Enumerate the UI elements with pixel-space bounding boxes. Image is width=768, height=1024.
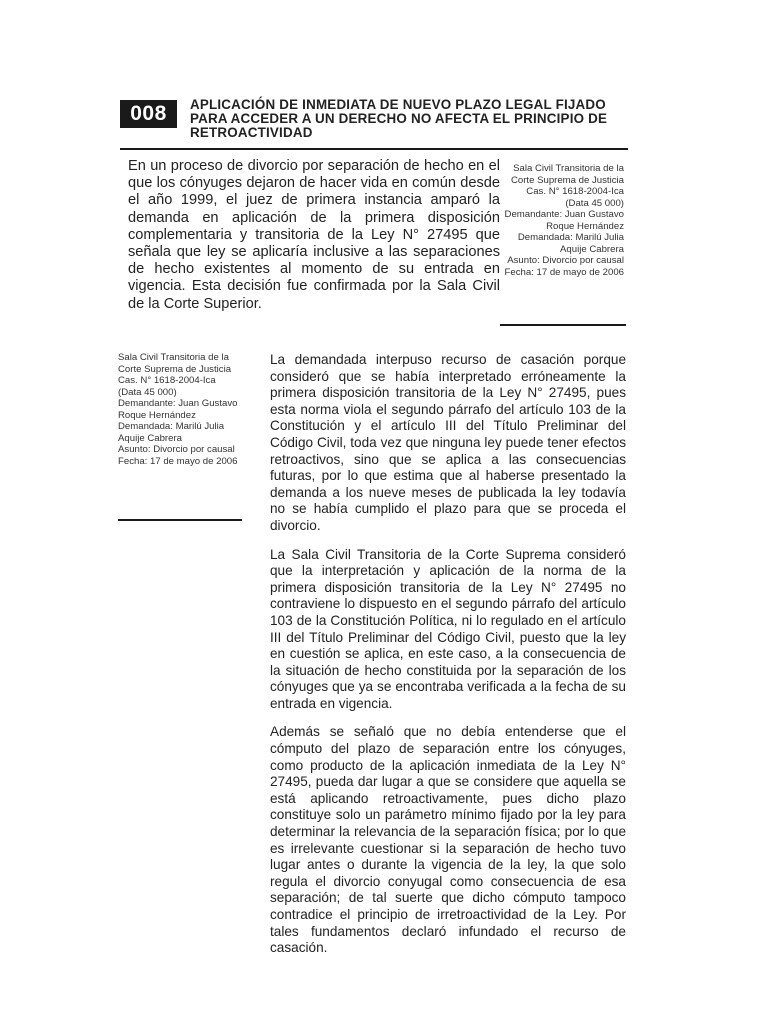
meta-court: Sala Civil Transitoria de la Corte Suprema de Justicia (510, 163, 624, 186)
meta-subject: Asunto: Divorcio por causal (118, 444, 235, 455)
meta-subject: Asunto: Divorcio por causal (507, 255, 624, 266)
case-number-badge: 008 (120, 100, 177, 128)
body-paragraph: Además se señaló que no debía entenderse que el cómputo del plazo de separación entre los cónyuges, como producto de la aplicación inmediata de la Ley N° 27495, pueda dar lugar a que se considere que aquella se está aplicando retroactivamente, pues dicho plazo constituye solo un parámetro mínimo fijado por la ley para determinar la relevancia de la separación física; por lo que es irrelevante cuestionar si la separación de hecho tuvo lugar antes o durante la vigencia de la ley, la que solo regula el divorcio conyugal como consecuencia de esa separación; de tal suerte que dicho cómputo tampoco contradice el principio de irretroactividad de la Ley. Por tales fundamentos declaró infundado el recurso de casación. (270, 724, 626, 956)
lead-paragraph: En un proceso de divorcio por separación de hecho en el que los cónyuges dejaron de hacer vida en común desde el año 1999, el juez de primera instancia amparó la demanda en aplicación de la primera disposición complementaria y transitoria de la Ley N° 27495 que señala que ley se aplicaría inclusive a las separaciones de hecho existentes al momento de su entrada en vigencia. Esta decisión fue confirmada por la Sala Civil de la Corte Superior. (128, 158, 500, 312)
case-body (270, 352, 626, 969)
lead-summary (128, 158, 500, 313)
sidebar-top-divider (500, 324, 626, 326)
meta-case-number: Cas. N° 1618-2004-Ica (526, 186, 624, 197)
case-meta-sidebar-left (118, 352, 240, 467)
meta-court: Sala Civil Transitoria de la Corte Suprema de Justicia (118, 352, 232, 375)
body-paragraph: La demandada interpuso recurso de casación porque consideró que se había interpretado erróneamente la primera disposición transitoria de la Ley N° 27495, pues esta norma viola el segundo párrafo del artículo 103 de la Constitución y el artículo III del Título Preliminar del Código Civil, toda vez que ninguna ley puede tener efectos retroactivos, sino que se aplica a las consecuencias futuras, por lo que estima que al haberse presentado la demanda a los nueve meses de publicada la ley todavía no se había cumplido el plazo para que se proceda el divorcio. (270, 352, 626, 533)
meta-plaintiff: Demandante: Juan Gustavo Roque Hernández (118, 398, 238, 421)
sidebar-left-divider (118, 519, 242, 521)
body-paragraph: La Sala Civil Transitoria de la Corte Suprema consideró que la interpretación y aplicación de la norma de la primera disposición transitoria de la Ley N° 27495 no contraviene lo dispuesto en el segundo párrafo del artículo 103 de la Constitución Política, ni lo regulado en el artículo III del Título Preliminar del Código Civil, puesto que la ley en cuestión se aplica, en este caso, a la consecuencia de la situación de hecho constituida por la separación de los cónyuges que ya se encontraba verificada a la fecha de su entrada en vigencia. (270, 546, 626, 711)
meta-plaintiff: Demandante: Juan Gustavo Roque Hernández (504, 209, 624, 232)
case-title: APLICACIÓN DE INMEDIATA DE NUEVO PLAZO LEGAL FIJADO PARA ACCEDER A UN DERECHO NO AFECTA EL PRINCIPIO DE RETROACTIVIDAD (190, 97, 608, 140)
meta-date: Fecha: 17 de mayo de 2006 (118, 455, 238, 467)
meta-date: Fecha: 17 de mayo de 2006 (504, 266, 624, 278)
meta-data-ref: (Data 45 000) (118, 386, 177, 398)
meta-defendant: Demandada: Marilú Julia Aquije Cabrera (517, 232, 624, 255)
meta-defendant: Demandada: Marilú Julia Aquije Cabrera (118, 421, 225, 444)
meta-data-ref: (Data 45 000) (565, 197, 624, 209)
meta-case-number: Cas. N° 1618-2004-Ica (118, 375, 216, 386)
case-meta-sidebar-top (502, 163, 624, 278)
title-divider (120, 148, 628, 150)
